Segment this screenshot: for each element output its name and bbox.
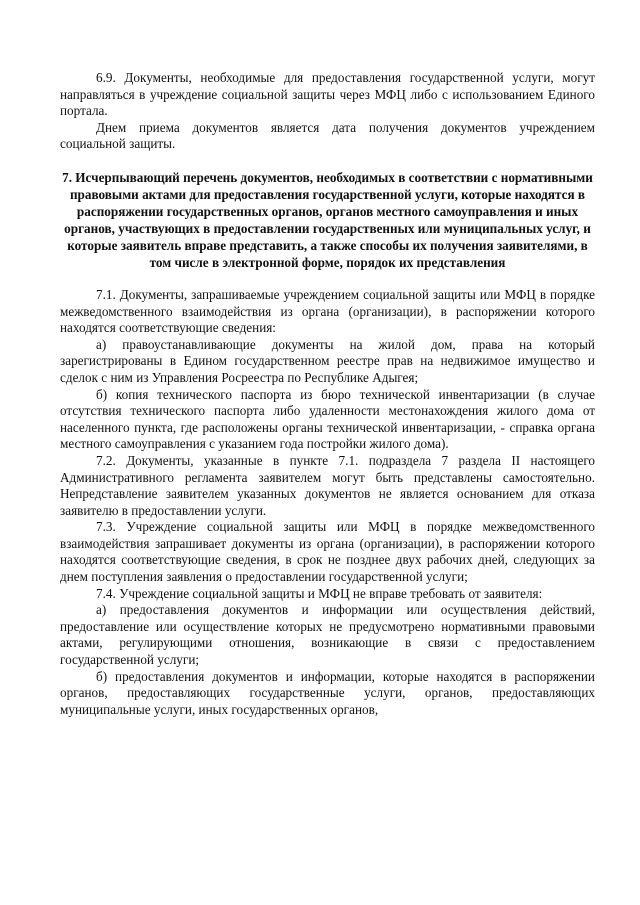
spacer: [60, 153, 595, 169]
paragraph-7-2: 7.2. Документы, указанные в пункте 7.1. подраздела 7 раздела II настоящего Административного регламента заявителем могут быть представлены самостоятельно. Непредставление заявителем указанных документов не является основанием для отказа заявителю в предоставлении услуги.: [60, 452, 595, 518]
paragraph-7-1-a: а) правоустанавливающие документы на жилой дом, права на который зарегистрированы в Едином государственном реестре прав на недвижимое имущество и сделок с ним из Управления Росреестра по Республике Адыгея;: [60, 336, 595, 385]
paragraph-7-4-a: а) предоставления документов и информации или осуществления действий, предоставление или осуществление которых не предусмотрено нормативными правовыми актами, регулирующими отношения, возникающие в связи с предоставлением государственной услуги;: [60, 602, 595, 668]
paragraph-7-1: 7.1. Документы, запрашиваемые учреждением социальной защиты или МФЦ в порядке межведомственного взаимодействия из органа (организации), в распоряжении которого находятся соответствующие сведения:: [60, 286, 595, 336]
paragraph-7-1-b: б) копия технического паспорта из бюро технической инвентаризации (в случае отсутствия технического паспорта либо удаленности местонахождения жилого дома от населенного пункта, где расположены органы технической инвентаризации, - справка органа местного самоуправления с указанием года постройки жилого дома).: [60, 386, 595, 452]
spacer: [60, 271, 595, 287]
paragraph-6-9: 6.9. Документы, необходимые для предоставления государственной услуги, могут направляться в учреждение социальной защиты через МФЦ либо с использованием Единого портала.: [60, 70, 595, 119]
paragraph-7-3: 7.3. Учреждение социальной защиты или МФЦ в порядке межведомственного взаимодействия запрашивает документы из органа (организации), в распоряжении которого находятся соответствующие сведения, в срок не позднее двух рабочих дней, следующих за днем поступления заявления о предоставлении государственной услуги;: [60, 519, 595, 585]
section-heading: 7. Исчерпывающий перечень документов, необходимых в соответствии с нормативными правовыми актами для предоставления государственной услуги, которые находятся в распоряжении государственных органов, органов местного самоуправления и иных органов, участвующих в предоставлении государственных или муниципальных услуг, и которые заявитель вправе представить, а также способы их получения заявителями, в том числе в электронной форме, порядок их представления: [62, 169, 593, 270]
paragraph-7-4: 7.4. Учреждение социальной защиты и МФЦ не вправе требовать от заявителя:: [96, 585, 543, 601]
paragraph-reception-date: Днем приема документов является дата получения документов учреждением социальной защиты.: [60, 119, 595, 152]
document-page: [60, 70, 595, 718]
paragraph-7-4-b: б) предоставления документов и информации, которые находятся в распоряжении органов, предоставляющих государственные услуги, органов, предоставляющих муниципальные услуги, иных государственных органов,: [60, 668, 595, 717]
